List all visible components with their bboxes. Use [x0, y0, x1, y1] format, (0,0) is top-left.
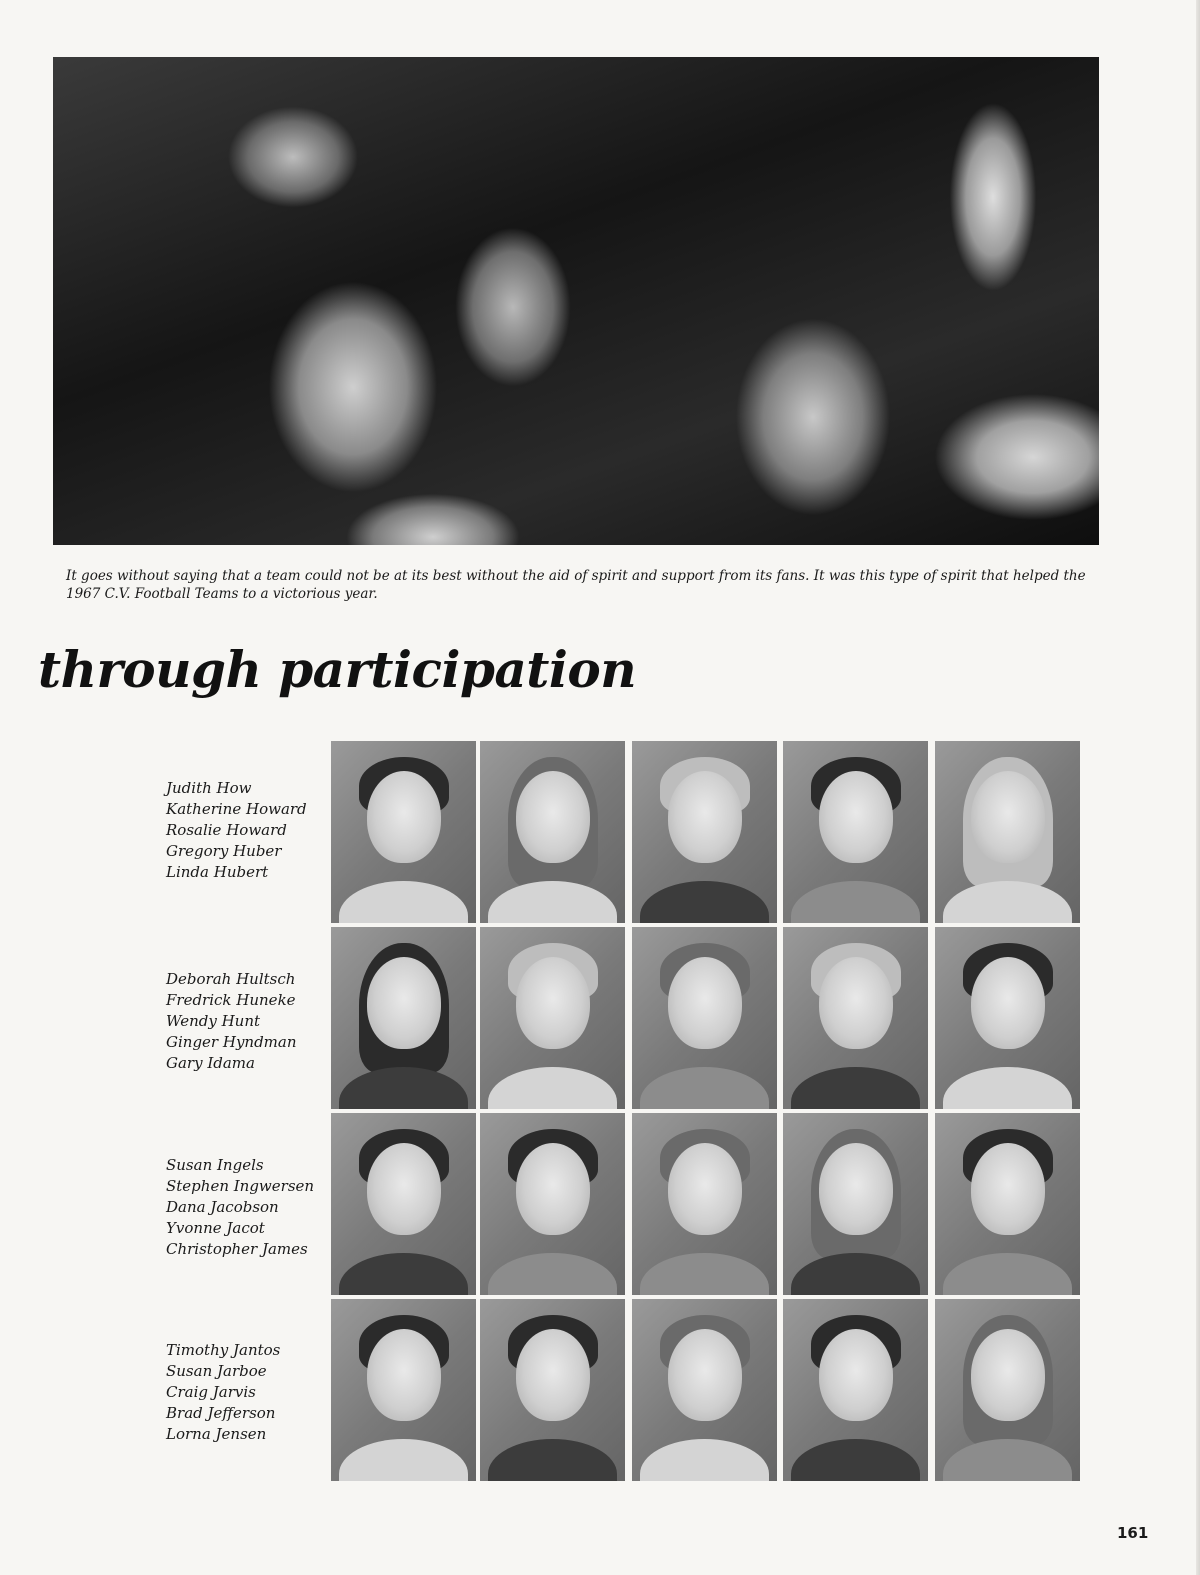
student-name: Judith How: [166, 779, 252, 797]
name-list-row-3: [166, 1155, 314, 1260]
student-portrait: [632, 927, 777, 1109]
student-name: Ginger Hyndman: [166, 1033, 297, 1051]
student-portrait: [480, 1113, 625, 1295]
student-portrait: [632, 1113, 777, 1295]
student-name: Brad Jefferson: [166, 1404, 276, 1422]
page-number: 161: [1117, 1524, 1149, 1542]
student-name: Susan Ingels: [166, 1156, 264, 1174]
student-name: Katherine Howard: [166, 800, 307, 818]
student-name: Gary Idama: [166, 1054, 255, 1072]
student-portrait: [783, 927, 928, 1109]
student-portrait: [783, 1299, 928, 1481]
student-portrait: [935, 927, 1080, 1109]
student-name: Rosalie Howard: [166, 821, 287, 839]
student-name: Gregory Huber: [166, 842, 282, 860]
student-portrait: [331, 741, 476, 923]
student-name: Susan Jarboe: [166, 1362, 267, 1380]
student-portrait: [480, 741, 625, 923]
student-name: Wendy Hunt: [166, 1012, 261, 1030]
student-portrait: [480, 927, 625, 1109]
student-portrait: [935, 1113, 1080, 1295]
student-portrait: [935, 741, 1080, 923]
student-portrait: [632, 1299, 777, 1481]
student-portrait: [480, 1299, 625, 1481]
name-list-row-4: [166, 1340, 280, 1445]
page-edge: [1196, 0, 1200, 1575]
student-name: Fredrick Huneke: [166, 991, 296, 1009]
student-name: Lorna Jensen: [166, 1425, 267, 1443]
name-list-row-1: [166, 778, 307, 883]
section-heading: through participation: [38, 640, 637, 699]
hero-photo-cheering-fans: [53, 57, 1099, 545]
hero-caption: It goes without saying that a team could not be at its best without the aid of spirit and support from its fans. It was this type of spirit that helped the 1967 C.V. Football Teams to a victorious year.: [66, 568, 1086, 602]
student-portrait: [331, 1113, 476, 1295]
student-name: Linda Hubert: [166, 863, 269, 881]
student-portrait: [632, 741, 777, 923]
student-name: Yvonne Jacot: [166, 1219, 265, 1237]
student-name: Dana Jacobson: [166, 1198, 279, 1216]
student-name: Christopher James: [166, 1240, 308, 1258]
student-portrait: [783, 741, 928, 923]
student-portrait: [331, 1299, 476, 1481]
student-name: Craig Jarvis: [166, 1383, 256, 1401]
student-name: Deborah Hultsch: [166, 970, 296, 988]
student-portrait: [783, 1113, 928, 1295]
student-portrait: [331, 927, 476, 1109]
student-name: Stephen Ingwersen: [166, 1177, 315, 1195]
student-name: Timothy Jantos: [166, 1341, 281, 1359]
name-list-row-2: [166, 969, 297, 1074]
student-portrait: [935, 1299, 1080, 1481]
